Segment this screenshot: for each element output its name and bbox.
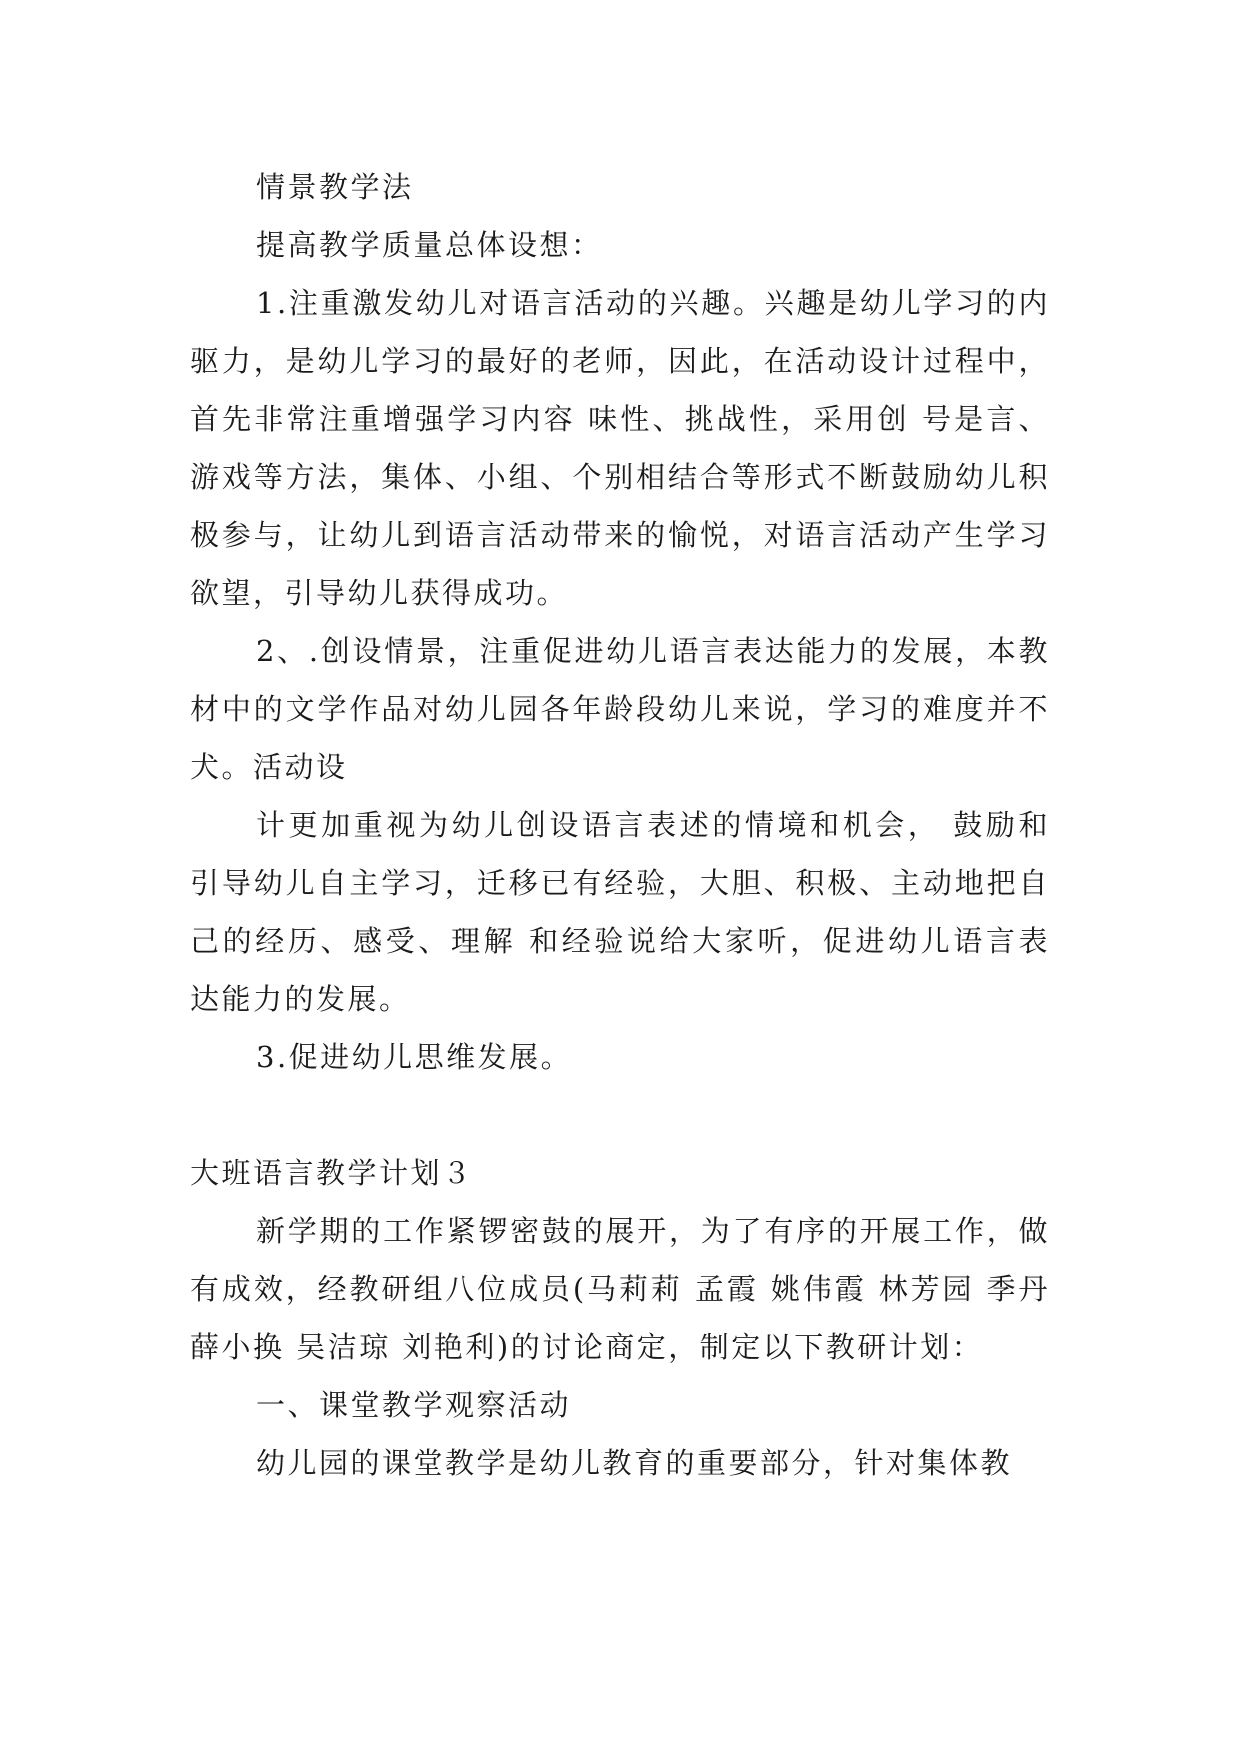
paragraph-subheading-1: 一、课堂教学观察活动 xyxy=(256,1388,572,1422)
paragraph-point-3: 3.促进幼儿思维发展。 xyxy=(256,1040,573,1074)
paragraph-method-title: 情景教学法 xyxy=(256,170,414,204)
paragraph-point-2-continued: 计更加重视为幼儿创设语言表述的情境和机会， 鼓励和引导幼儿自主学习，迁移已有经验，大胆、积极、主动地把自己的经历、感受、理解 和经验说给大家听，促进幼儿语言表达能力的发展。 xyxy=(190,808,1050,1016)
paragraph-point-2: 2、.创设情景，注重促进幼儿语言表达能力的发展，本教材中的文学作品对幼儿园各年龄段幼儿来说，学习的难度并不犬。活动设 xyxy=(190,634,1050,784)
section-title: 大班语言教学计划３ xyxy=(190,1156,474,1190)
paragraph-classroom: 幼儿园的课堂教学是幼儿教育的重要部分，针对集体教 xyxy=(256,1446,1013,1480)
document-body xyxy=(190,158,1062,1492)
paragraph-intro: 新学期的工作紧锣密鼓的展开，为了有序的开展工作，做有成效，经教研组八位成员(马莉莉 孟霞 姚伟霞 林芳园 季丹 薛小换 吴洁琼 刘艳利)的讨论商定，制定以下教研计划： xyxy=(190,1214,1062,1364)
paragraph-quality-plan-title: 提高教学质量总体设想： xyxy=(256,228,603,262)
paragraph-point-1: 1.注重激发幼儿对语言活动的兴趣。兴趣是幼儿学习的内驱力，是幼儿学习的最好的老师，因此，在活动设计过程中，首先非常注重增强学习内容 味性、挑战性，采用创 号是言、游戏等方法，集体、小组、个别相结合等形式不断鼓励幼儿积极参与，让幼儿到语言活动带来的愉悦，对语言活动产生学习欲望，引导幼儿获得成功。 xyxy=(190,286,1050,610)
